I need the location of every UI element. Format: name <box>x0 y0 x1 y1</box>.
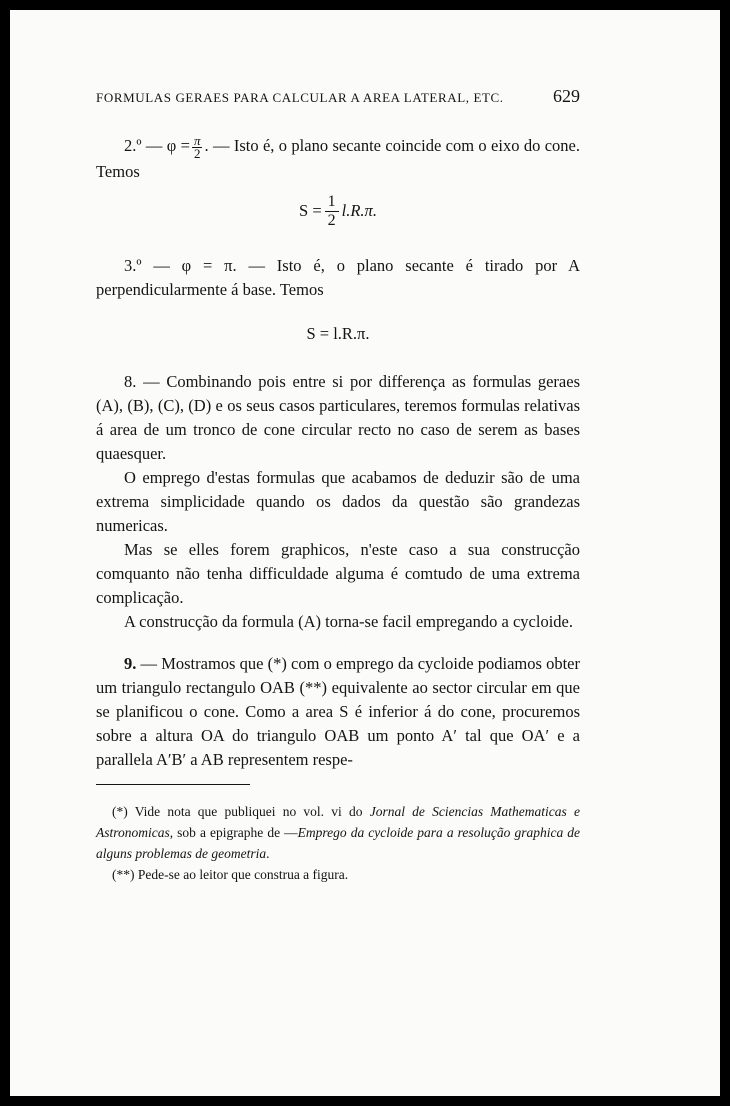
running-title: FORMULAS GERAES PARA CALCULAR A AREA LATERAL, ETC. <box>96 90 504 105</box>
footnote-1-end: . <box>266 845 270 861</box>
footnote-1-journal: Jornal de Sciencias Mathematicas e Astronomicas <box>96 803 580 840</box>
footnote-1-mid: , sob a epigraphe de — <box>169 824 298 840</box>
running-header <box>96 84 580 114</box>
fraction-denominator: 2 <box>193 145 201 161</box>
section-9-paragraph <box>96 652 580 772</box>
case-2-text: . — Isto é, o plano secante coincide com o eixo do cone. Temos <box>96 136 580 181</box>
case-2-paragraph <box>96 134 580 184</box>
footnote-1-title: Emprego da cycloide para a resolução graphica de alguns problemas de geometria <box>96 824 580 861</box>
footnote-divider <box>96 784 250 785</box>
section-8-paragraph-4: A construcção da formula (A) torna-se facil empregando a cycloide. <box>124 611 573 631</box>
section-9-text: — Mostramos que (*) com o emprego da cycloide podiamos obter um triangulo rectangulo OAB (**) equivalente ao sector circular em que se planificou o cone. Como a area S é inferior á do cone, procuremos sobre a altura OA do triangulo OAB um ponto A′ tal que OA′ e a parallela A′B′ a AB representem respe- <box>96 653 580 769</box>
section-8-paragraph-2: O emprego d'estas formulas que acabamos de deduzir são de uma extrema simplicidade quando os dados da questão são grandezas numericas. <box>96 467 580 535</box>
page <box>10 10 720 1096</box>
footnote-2: (**) Pede-se ao leitor que construa a figura. <box>112 866 349 882</box>
page-content <box>96 84 580 885</box>
fraction-numerator: 1 <box>325 193 339 212</box>
section-8-paragraph-3: Mas se elles forem graphicos, n'este caso a sua construcção comquanto não tenha difficuldade alguma é comtudo de uma extrema complicação. <box>96 539 580 607</box>
case-3-paragraph: 3.º — φ = π. — Isto é, o plano secante é tirado por A perpendicularmente á base. Temos <box>96 255 580 299</box>
section-9-label: 9. <box>124 653 137 673</box>
footnotes <box>96 801 580 885</box>
formula-1-rhs: l.R.π. <box>341 200 377 220</box>
page-number: 629 <box>553 86 580 106</box>
formula-2: S = l.R.π. <box>306 323 370 343</box>
section-8-paragraph-1: 8. — Combinando pois entre si por differença as formulas geraes (A), (B), (C), (D) e os seus casos particulares, teremos formulas relativas á area de um tronco de cone circular recto no caso de serem as bases quaesquer. <box>96 371 580 463</box>
formula-1 <box>96 186 580 236</box>
footnote-1 <box>96 801 580 864</box>
fraction-denominator: 2 <box>327 212 336 230</box>
footnote-1-prefix: (*) Vide nota que publiquei no vol. vi do <box>112 803 363 819</box>
fraction-pi-over-2 <box>192 132 203 161</box>
formula-1-lhs: S = <box>299 200 322 220</box>
case-2-lead: 2.º — φ = <box>124 136 190 155</box>
fraction-numerator: π <box>193 132 201 148</box>
fraction-one-half <box>325 193 339 230</box>
